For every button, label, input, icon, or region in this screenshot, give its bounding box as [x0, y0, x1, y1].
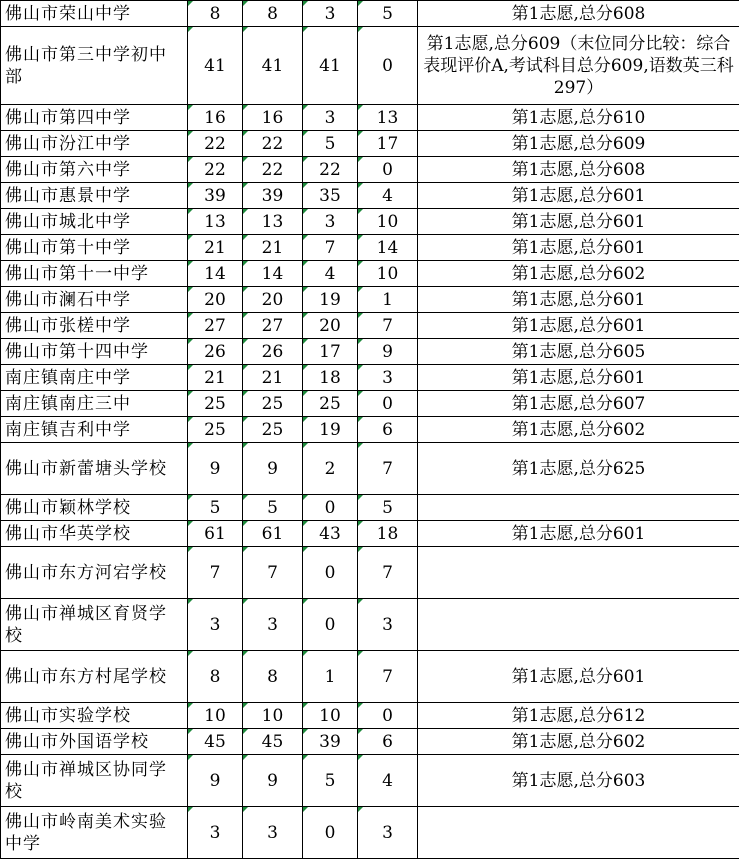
cell-flag-marker — [243, 703, 248, 708]
enrolled-count: 9 — [243, 755, 303, 807]
cell-flag-marker — [188, 547, 193, 552]
count-column-3: 4 — [303, 261, 358, 287]
plan-count: 45 — [188, 729, 243, 755]
plan-count: 25 — [188, 391, 243, 417]
cell-flag-marker — [188, 339, 193, 344]
cell-flag-marker — [188, 261, 193, 266]
cell-flag-marker — [188, 599, 193, 604]
cell-flag-marker — [303, 365, 308, 370]
cell-flag-marker — [188, 1, 193, 6]
admission-note: 第1志愿,总分608 — [418, 1, 739, 27]
enrolled-count: 22 — [243, 131, 303, 157]
admission-note: 第1志愿,总分625 — [418, 443, 739, 495]
count-column-3: 18 — [303, 365, 358, 391]
cell-flag-marker — [358, 313, 363, 318]
count-column-4: 0 — [358, 27, 418, 105]
cell-flag-marker — [358, 209, 363, 214]
cell-flag-marker — [303, 235, 308, 240]
enrolled-count: 41 — [243, 27, 303, 105]
enrolled-count: 7 — [243, 547, 303, 599]
table-row — [1, 365, 739, 391]
plan-count: 27 — [188, 313, 243, 339]
count-column-3: 39 — [303, 729, 358, 755]
plan-count: 9 — [188, 755, 243, 807]
count-column-3: 1 — [303, 651, 358, 703]
cell-flag-marker — [358, 521, 363, 526]
admission-note: 第1志愿,总分601 — [418, 209, 739, 235]
cell-flag-marker — [188, 313, 193, 318]
school-name: 佛山市荣山中学 — [1, 1, 188, 27]
count-column-3: 0 — [303, 495, 358, 521]
table-row — [1, 807, 739, 859]
count-column-3: 7 — [303, 235, 358, 261]
admission-note: 第1志愿,总分608 — [418, 157, 739, 183]
enrolled-count: 13 — [243, 209, 303, 235]
school-name: 佛山市新蕾塘头学校 — [1, 443, 188, 495]
school-name: 佛山市城北中学 — [1, 209, 188, 235]
count-column-4: 1 — [358, 287, 418, 313]
cell-flag-marker — [188, 651, 193, 656]
enrolled-count: 25 — [243, 417, 303, 443]
cell-flag-marker — [188, 131, 193, 136]
admission-note: 第1志愿,总分609（末位同分比较：综合表现评价A,考试科目总分609,语数英三科297） — [418, 27, 739, 105]
cell-flag-marker — [188, 287, 193, 292]
count-column-3: 0 — [303, 599, 358, 651]
cell-flag-marker — [243, 209, 248, 214]
cell-flag-marker — [358, 339, 363, 344]
table-row — [1, 235, 739, 261]
cell-flag-marker — [188, 105, 193, 110]
count-column-3: 5 — [303, 755, 358, 807]
table-row — [1, 313, 739, 339]
cell-flag-marker — [358, 235, 363, 240]
cell-flag-marker — [243, 417, 248, 422]
enrolled-count: 5 — [243, 495, 303, 521]
plan-count: 16 — [188, 105, 243, 131]
count-column-3: 0 — [303, 807, 358, 859]
plan-count: 7 — [188, 547, 243, 599]
admission-note — [418, 807, 739, 859]
cell-flag-marker — [243, 807, 248, 812]
count-column-3: 25 — [303, 391, 358, 417]
count-column-4: 0 — [358, 391, 418, 417]
cell-flag-marker — [358, 183, 363, 188]
table-row — [1, 183, 739, 209]
cell-flag-marker — [303, 495, 308, 500]
count-column-3: 22 — [303, 157, 358, 183]
count-column-4: 4 — [358, 183, 418, 209]
admission-note: 第1志愿,总分603 — [418, 755, 739, 807]
cell-flag-marker — [243, 521, 248, 526]
cell-flag-marker — [303, 703, 308, 708]
cell-flag-marker — [303, 729, 308, 734]
cell-flag-marker — [303, 521, 308, 526]
cell-flag-marker — [303, 183, 308, 188]
count-column-4: 10 — [358, 261, 418, 287]
cell-flag-marker — [243, 599, 248, 604]
plan-count: 26 — [188, 339, 243, 365]
table-body — [1, 1, 739, 859]
plan-count: 25 — [188, 417, 243, 443]
cell-flag-marker — [358, 417, 363, 422]
count-column-4: 0 — [358, 157, 418, 183]
cell-flag-marker — [303, 755, 308, 760]
table-row — [1, 547, 739, 599]
cell-flag-marker — [358, 287, 363, 292]
cell-flag-marker — [358, 651, 363, 656]
cell-flag-marker — [243, 27, 248, 32]
cell-flag-marker — [303, 547, 308, 552]
count-column-4: 17 — [358, 131, 418, 157]
count-column-3: 3 — [303, 209, 358, 235]
admission-note: 第1志愿,总分602 — [418, 729, 739, 755]
table-row — [1, 521, 739, 547]
cell-flag-marker — [188, 417, 193, 422]
enrolled-count: 8 — [243, 1, 303, 27]
admission-note: 第1志愿,总分601 — [418, 287, 739, 313]
count-column-3: 0 — [303, 547, 358, 599]
cell-flag-marker — [358, 703, 363, 708]
cell-flag-marker — [243, 651, 248, 656]
admission-note: 第1志愿,总分602 — [418, 417, 739, 443]
cell-flag-marker — [358, 599, 363, 604]
count-column-3: 10 — [303, 703, 358, 729]
cell-flag-marker — [303, 1, 308, 6]
count-column-4: 6 — [358, 729, 418, 755]
cell-flag-marker — [243, 313, 248, 318]
plan-count: 22 — [188, 157, 243, 183]
count-column-4: 13 — [358, 105, 418, 131]
count-column-3: 5 — [303, 131, 358, 157]
plan-count: 20 — [188, 287, 243, 313]
school-name: 佛山市汾江中学 — [1, 131, 188, 157]
cell-flag-marker — [188, 703, 193, 708]
cell-flag-marker — [303, 157, 308, 162]
plan-count: 14 — [188, 261, 243, 287]
admission-note: 第1志愿,总分610 — [418, 105, 739, 131]
cell-flag-marker — [303, 339, 308, 344]
cell-flag-marker — [243, 755, 248, 760]
cell-flag-marker — [243, 547, 248, 552]
cell-flag-marker — [243, 339, 248, 344]
enrolled-count: 8 — [243, 651, 303, 703]
admission-note: 第1志愿,总分605 — [418, 339, 739, 365]
admission-note: 第1志愿,总分601 — [418, 235, 739, 261]
table-row — [1, 27, 739, 105]
table-row — [1, 495, 739, 521]
count-column-4: 5 — [358, 1, 418, 27]
school-name: 佛山市东方村尾学校 — [1, 651, 188, 703]
school-name: 佛山市惠景中学 — [1, 183, 188, 209]
cell-flag-marker — [243, 105, 248, 110]
count-column-4: 0 — [358, 703, 418, 729]
cell-flag-marker — [188, 807, 193, 812]
cell-flag-marker — [358, 547, 363, 552]
count-column-4: 7 — [358, 547, 418, 599]
cell-flag-marker — [358, 365, 363, 370]
cell-flag-marker — [188, 729, 193, 734]
enrolled-count: 27 — [243, 313, 303, 339]
cell-flag-marker — [188, 391, 193, 396]
admission-note: 第1志愿,总分609 — [418, 131, 739, 157]
count-column-3: 20 — [303, 313, 358, 339]
school-name: 佛山市第十一中学 — [1, 261, 188, 287]
enrolled-count: 39 — [243, 183, 303, 209]
school-name: 佛山市外国语学校 — [1, 729, 188, 755]
cell-flag-marker — [188, 27, 193, 32]
cell-flag-marker — [358, 755, 363, 760]
school-name: 南庄镇南庄中学 — [1, 365, 188, 391]
cell-flag-marker — [358, 443, 363, 448]
admission-note: 第1志愿,总分601 — [418, 651, 739, 703]
cell-flag-marker — [358, 131, 363, 136]
count-column-4: 3 — [358, 365, 418, 391]
plan-count: 22 — [188, 131, 243, 157]
school-name: 佛山市禅城区育贤学校 — [1, 599, 188, 651]
cell-flag-marker — [243, 261, 248, 266]
cell-flag-marker — [243, 1, 248, 6]
count-column-4: 3 — [358, 807, 418, 859]
school-name: 佛山市东方河宕学校 — [1, 547, 188, 599]
count-column-3: 19 — [303, 287, 358, 313]
plan-count: 21 — [188, 235, 243, 261]
count-column-3: 3 — [303, 1, 358, 27]
count-column-3: 19 — [303, 417, 358, 443]
cell-flag-marker — [243, 391, 248, 396]
table-row — [1, 105, 739, 131]
cell-flag-marker — [188, 521, 193, 526]
cell-flag-marker — [243, 157, 248, 162]
cell-flag-marker — [188, 443, 193, 448]
table-row — [1, 729, 739, 755]
school-name: 佛山市第三中学初中部 — [1, 27, 188, 105]
cell-flag-marker — [358, 261, 363, 266]
cell-flag-marker — [358, 729, 363, 734]
cell-flag-marker — [358, 157, 363, 162]
school-name: 南庄镇南庄三中 — [1, 391, 188, 417]
enrolled-count: 14 — [243, 261, 303, 287]
table-row — [1, 651, 739, 703]
cell-flag-marker — [358, 391, 363, 396]
cell-flag-marker — [303, 313, 308, 318]
enrolled-count: 3 — [243, 599, 303, 651]
school-name: 佛山市第四中学 — [1, 105, 188, 131]
table-row — [1, 599, 739, 651]
cell-flag-marker — [243, 495, 248, 500]
cell-flag-marker — [358, 495, 363, 500]
cell-flag-marker — [243, 729, 248, 734]
plan-count: 5 — [188, 495, 243, 521]
table-row — [1, 209, 739, 235]
plan-count: 3 — [188, 599, 243, 651]
table-row — [1, 287, 739, 313]
enrolled-count: 61 — [243, 521, 303, 547]
cell-flag-marker — [243, 131, 248, 136]
admission-note: 第1志愿,总分601 — [418, 183, 739, 209]
admission-note — [418, 547, 739, 599]
school-name: 南庄镇吉利中学 — [1, 417, 188, 443]
cell-flag-marker — [303, 131, 308, 136]
admission-note: 第1志愿,总分601 — [418, 521, 739, 547]
enrolled-count: 21 — [243, 235, 303, 261]
count-column-4: 10 — [358, 209, 418, 235]
admission-note: 第1志愿,总分612 — [418, 703, 739, 729]
cell-flag-marker — [358, 807, 363, 812]
school-name: 佛山市禅城区协同学校 — [1, 755, 188, 807]
admission-note: 第1志愿,总分602 — [418, 261, 739, 287]
cell-flag-marker — [303, 209, 308, 214]
admission-note — [418, 495, 739, 521]
cell-flag-marker — [358, 105, 363, 110]
cell-flag-marker — [303, 807, 308, 812]
enrolled-count: 26 — [243, 339, 303, 365]
school-name: 佛山市张槎中学 — [1, 313, 188, 339]
count-column-4: 7 — [358, 443, 418, 495]
cell-flag-marker — [188, 755, 193, 760]
enrolled-count: 20 — [243, 287, 303, 313]
table-row — [1, 417, 739, 443]
count-column-3: 17 — [303, 339, 358, 365]
count-column-3: 2 — [303, 443, 358, 495]
cell-flag-marker — [303, 443, 308, 448]
enrolled-count: 3 — [243, 807, 303, 859]
plan-count: 8 — [188, 1, 243, 27]
plan-count: 41 — [188, 27, 243, 105]
school-name: 佛山市第六中学 — [1, 157, 188, 183]
cell-flag-marker — [303, 261, 308, 266]
enrolled-count: 10 — [243, 703, 303, 729]
cell-flag-marker — [303, 105, 308, 110]
school-name: 佛山市澜石中学 — [1, 287, 188, 313]
count-column-4: 18 — [358, 521, 418, 547]
plan-count: 13 — [188, 209, 243, 235]
enrolled-count: 45 — [243, 729, 303, 755]
enrolled-count: 21 — [243, 365, 303, 391]
table-row — [1, 1, 739, 27]
table-row — [1, 131, 739, 157]
count-column-3: 35 — [303, 183, 358, 209]
plan-count: 9 — [188, 443, 243, 495]
table-row — [1, 443, 739, 495]
table-row — [1, 755, 739, 807]
cell-flag-marker — [188, 495, 193, 500]
cell-flag-marker — [188, 365, 193, 370]
count-column-4: 5 — [358, 495, 418, 521]
enrolled-count: 9 — [243, 443, 303, 495]
cell-flag-marker — [188, 235, 193, 240]
count-column-4: 7 — [358, 313, 418, 339]
cell-flag-marker — [188, 183, 193, 188]
plan-count: 8 — [188, 651, 243, 703]
table-row — [1, 157, 739, 183]
cell-flag-marker — [303, 287, 308, 292]
plan-count: 3 — [188, 807, 243, 859]
enrolled-count: 16 — [243, 105, 303, 131]
count-column-4: 6 — [358, 417, 418, 443]
table-row — [1, 339, 739, 365]
plan-count: 21 — [188, 365, 243, 391]
cell-flag-marker — [188, 157, 193, 162]
cell-flag-marker — [358, 1, 363, 6]
count-column-4: 14 — [358, 235, 418, 261]
table-row — [1, 703, 739, 729]
count-column-3: 41 — [303, 27, 358, 105]
admission-note: 第1志愿,总分607 — [418, 391, 739, 417]
cell-flag-marker — [358, 27, 363, 32]
admission-note: 第1志愿,总分601 — [418, 365, 739, 391]
cell-flag-marker — [243, 443, 248, 448]
cell-flag-marker — [243, 365, 248, 370]
enrolled-count: 25 — [243, 391, 303, 417]
school-name: 佛山市华英学校 — [1, 521, 188, 547]
school-name: 佛山市实验学校 — [1, 703, 188, 729]
table-row — [1, 261, 739, 287]
cell-flag-marker — [303, 651, 308, 656]
cell-flag-marker — [243, 183, 248, 188]
cell-flag-marker — [303, 599, 308, 604]
admission-note: 第1志愿,总分601 — [418, 313, 739, 339]
cell-flag-marker — [243, 235, 248, 240]
count-column-4: 7 — [358, 651, 418, 703]
cell-flag-marker — [303, 27, 308, 32]
enrolled-count: 22 — [243, 157, 303, 183]
school-name: 佛山市第十中学 — [1, 235, 188, 261]
count-column-3: 3 — [303, 105, 358, 131]
count-column-4: 3 — [358, 599, 418, 651]
plan-count: 39 — [188, 183, 243, 209]
plan-count: 61 — [188, 521, 243, 547]
count-column-3: 43 — [303, 521, 358, 547]
cell-flag-marker — [303, 417, 308, 422]
count-column-4: 9 — [358, 339, 418, 365]
count-column-4: 4 — [358, 755, 418, 807]
cell-flag-marker — [188, 209, 193, 214]
school-name: 佛山市颖林学校 — [1, 495, 188, 521]
school-name: 佛山市第十四中学 — [1, 339, 188, 365]
table-row — [1, 391, 739, 417]
school-name: 佛山市岭南美术实验中学 — [1, 807, 188, 859]
cell-flag-marker — [243, 287, 248, 292]
plan-count: 10 — [188, 703, 243, 729]
cell-flag-marker — [303, 391, 308, 396]
admission-note — [418, 599, 739, 651]
